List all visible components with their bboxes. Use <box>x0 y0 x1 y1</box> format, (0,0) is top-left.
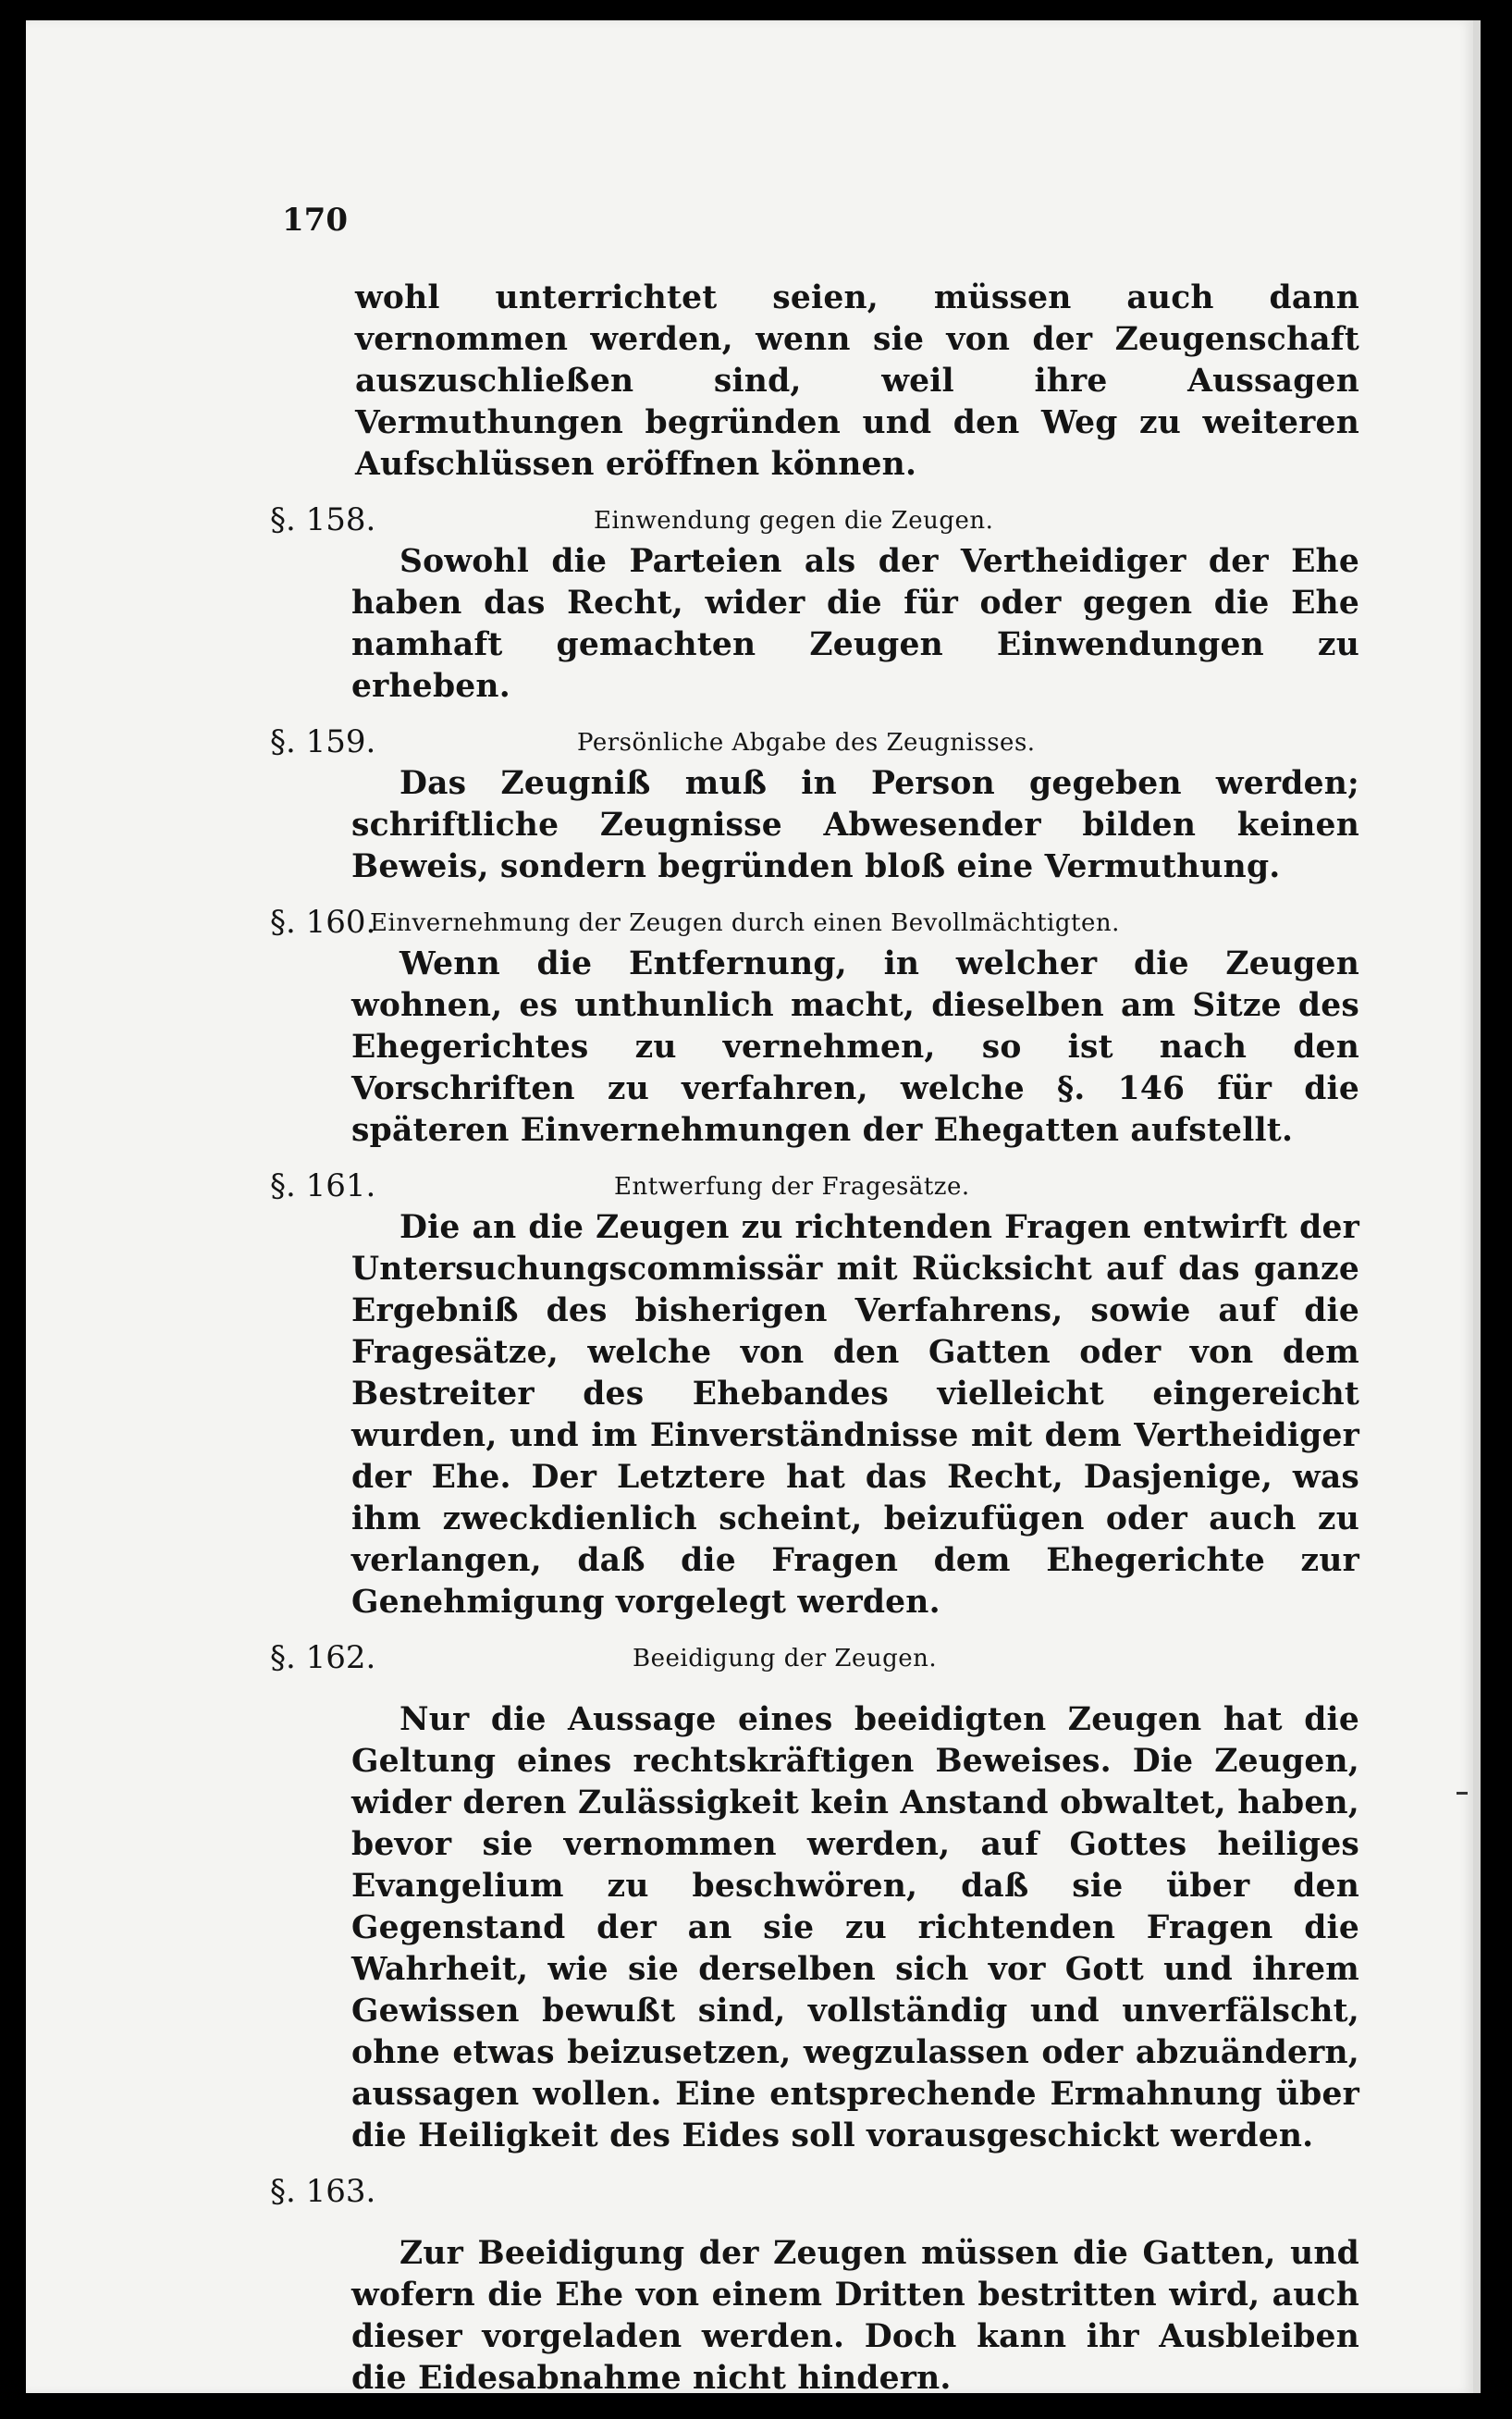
section-text: Sowohl die Parteien als der Vertheidiger der Ehe haben das Recht, wider die für oder gegen die Ehe namhaft gemachten Zeugen Einwendungen zu erheben. <box>351 543 1359 705</box>
page-number: 170 <box>282 202 348 239</box>
section-heading <box>270 2170 1359 2213</box>
section-title: Persönliche Abgabe des Zeugnisses. <box>577 729 1036 757</box>
section-163 <box>270 2170 1359 2400</box>
section-number: §. 160. <box>270 904 376 941</box>
intro-paragraph: wohl unterrichtet seien, müssen auch dann vernommen werden, wenn sie von der Zeugenschaft auszuschließen sind, weil ihre Aussagen Vermuthungen begründen und den Weg zu weiteren Aufschlüssen eröffnen können. <box>355 279 1359 483</box>
section-title: Beeidigung der Zeugen. <box>633 1645 938 1672</box>
section-text: Wenn die Entfernung, in welcher die Zeugen wohnen, es unthunlich macht, dieselben am Sitze des Ehegerichtes zu vernehmen, so ist nach den Vorschriften zu verfahren, welche §. 146 für die späteren Einvernehmungen der Ehegatten aufstellt. <box>351 945 1359 1149</box>
section-title: Einvernehmung der Zeugen durch einen Bevollmächtigten. <box>370 909 1120 937</box>
section-title: Einwendung gegen die Zeugen. <box>594 507 994 535</box>
section-heading <box>270 1636 1359 1679</box>
section-text: Die an die Zeugen zu richtenden Fragen entwirft der Untersuchungscommissär mit Rücksicht auf das ganze Ergebniß des bisherigen Verfahrens, sowie auf die Fragesätze, welche von den Gatten oder von dem Bestreiter des Ehebandes vielleicht eingereicht wurden, und im Einverständnisse mit dem Vertheidiger der Ehe. Der Letztere hat das Recht, Dasjenige, was ihm zweckdienlich scheint, beizufügen oder auch zu verlangen, daß die Fragen dem Ehegerichte zur Genehmigung vorgelegt werden. <box>351 1209 1359 1621</box>
section-162 <box>270 1636 1359 2157</box>
section-number: §. 163. <box>270 2173 376 2210</box>
page-edge-shadow <box>1473 20 1481 2393</box>
margin-mark <box>1457 1792 1468 1795</box>
section-number: §. 161. <box>270 1167 376 1204</box>
section-title: Entwerfung der Fragesätze. <box>614 1173 970 1201</box>
section-text: Zur Beeidigung der Zeugen müssen die Gatten, und wofern die Ehe von einem Dritten bestritten wird, auch dieser vorgeladen werden. Doch kann ihr Ausbleiben die Eidesabnahme nicht hindern. <box>351 2235 1359 2397</box>
section-161 <box>270 1165 1359 1623</box>
section-text: Das Zeugniß muß in Person gegeben werden; schriftliche Zeugnisse Abwesender bilden keinen Beweis, sondern begründen bloß eine Vermuthung. <box>351 765 1359 885</box>
section-160 <box>270 901 1359 1152</box>
section-text: Nur die Aussage eines beeidigten Zeugen hat die Geltung eines rechtskräftigen Beweises. Die Zeugen, wider deren Zulässigkeit kein Anstand obwaltet, haben, bevor sie vernommen werden, auf Gottes heiliges Evangelium zu beschwören, daß sie über den Gegenstand der an sie zu richtenden Fragen die Wahrheit, wie sie derselben sich vor Gott und ihrem Gewissen bewußt sind, vollständig und unverfälscht, ohne etwas beizusetzen, wegzulassen oder abzuändern, aussagen wollen. Eine entsprechende Ermahnung über die Heiligkeit des Eides soll vorausgeschickt werden. <box>351 1701 1359 2154</box>
section-heading <box>270 1165 1359 1207</box>
section-heading <box>270 901 1359 944</box>
section-number: §. 158. <box>270 501 376 538</box>
section-heading <box>270 499 1359 541</box>
section-159 <box>270 721 1359 888</box>
section-158 <box>270 499 1359 708</box>
section-number: §. 162. <box>270 1639 376 1676</box>
section-number: §. 159. <box>270 723 376 760</box>
section-heading <box>270 721 1359 763</box>
